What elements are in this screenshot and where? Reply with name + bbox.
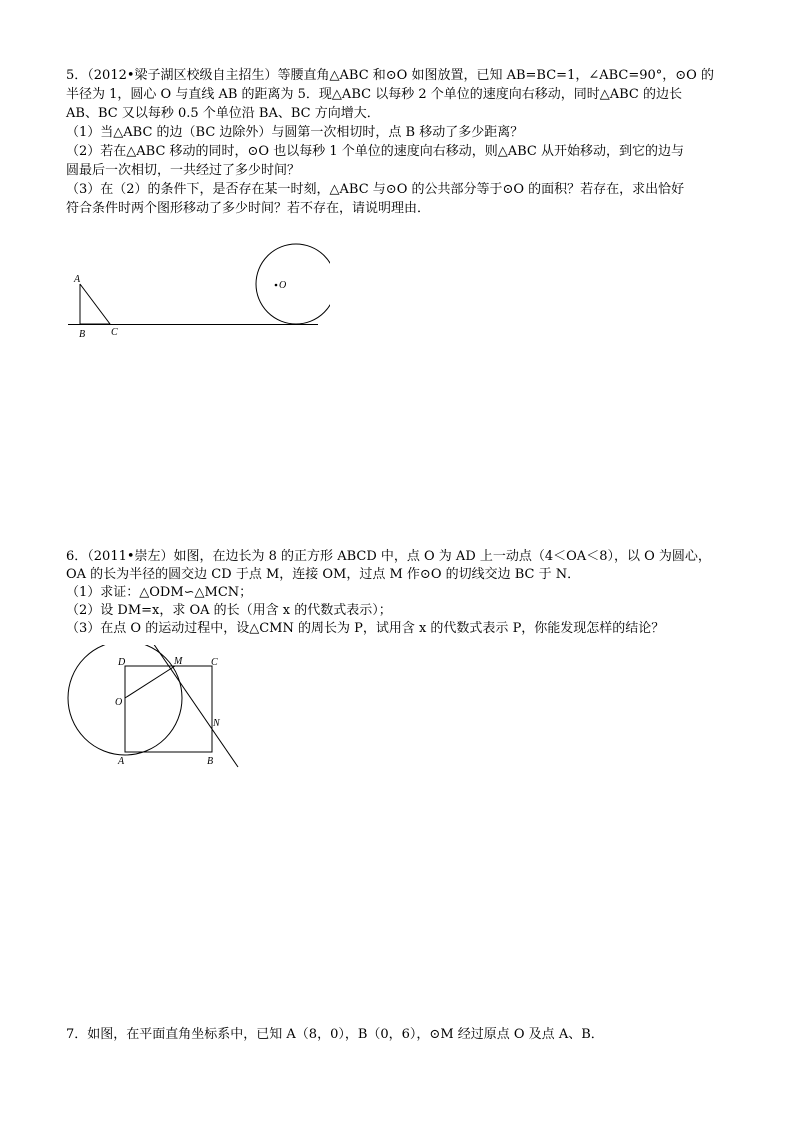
problem-6-question-3: （3）在点 O 的运动过程中，设△CMN 的周长为 P，试用含 x 的代数式表示 P，你能发现怎样的结论？: [66, 621, 665, 636]
label-o: O: [279, 280, 287, 291]
problem-5-line-3: AB、BC 又以每秒 0.5 个单位沿 BA、BC 方向增大．: [66, 106, 380, 121]
problem-6-question-1: （1）求证：△ODM∽△MCN；: [66, 585, 253, 600]
segment-om: [125, 666, 175, 698]
problem-5-question-2: （2）若在△ABC 移动的同时，⊙O 也以每秒 1 个单位的速度向右移动，则△ABC 从开始移动，到它的边与: [66, 144, 685, 159]
tangent-line: [153, 645, 238, 767]
problem-5-question-3: （3）在（2）的条件下，是否存在某一时刻，△ABC 与⊙O 的公共部分等于⊙O 的面积？若存在，求出恰好: [66, 182, 685, 197]
problem-6-line-2: OA 的长为半径的圆交边 CD 于点 M，连接 OM，过点 M 作⊙O 的切线交边 BC 于 N．: [66, 567, 581, 582]
center-o-dot: [275, 284, 278, 287]
label-c: C: [211, 657, 218, 668]
problem-5-line-1: 5．（2012•梁子湖区校级自主招生）等腰直角△ABC 和⊙O 如图放置，已知 AB=BC=1，∠ABC=90°，⊙O 的: [66, 68, 714, 83]
problem-7-line-1: 7．如图，在平面直角坐标系中，已知 A（8，0），B（0，6），⊙M 经过原点 O 及点 A、B．: [66, 1027, 604, 1042]
problem-5-figure: [60, 240, 330, 345]
problem-6-line-1: 6．（2011•崇左）如图，在边长为 8 的正方形 ABCD 中，点 O 为 AD 上一动点（4＜OA＜8），以 O 为圆心，: [66, 549, 711, 564]
circle-o: [256, 244, 330, 324]
label-o: O: [115, 697, 123, 708]
triangle-abc: [80, 284, 110, 324]
label-c: C: [111, 327, 118, 338]
problem-6-figure: [60, 645, 250, 775]
label-n: N: [213, 718, 220, 729]
label-b: B: [207, 756, 214, 767]
label-a: A: [74, 274, 81, 285]
problem-5-question-3-cont: 符合条件时两个图形移动了多少时间？若不存在，请说明理由．: [66, 201, 431, 216]
problem-5-question-1: （1）当△ABC 的边（BC 边除外）与圆第一次相切时，点 B 移动了多少距离？: [66, 125, 524, 140]
label-a: A: [118, 756, 125, 767]
label-b: B: [79, 329, 86, 340]
problem-6-question-2: （2）设 DM=x，求 OA 的长（用含 x 的代数式表示）；: [66, 603, 392, 618]
label-m: M: [174, 656, 183, 667]
square-abcd: [125, 666, 212, 752]
problem-5-question-2-cont: 圆最后一次相切，一共经过了多少时间？: [66, 163, 301, 178]
problem-5-line-2: 半径为 1，圆心 O 与直线 AB 的距离为 5．现△ABC 以每秒 2 个单位的速度向右移动，同时△ABC 的边长: [66, 87, 682, 102]
label-d: D: [118, 657, 126, 668]
